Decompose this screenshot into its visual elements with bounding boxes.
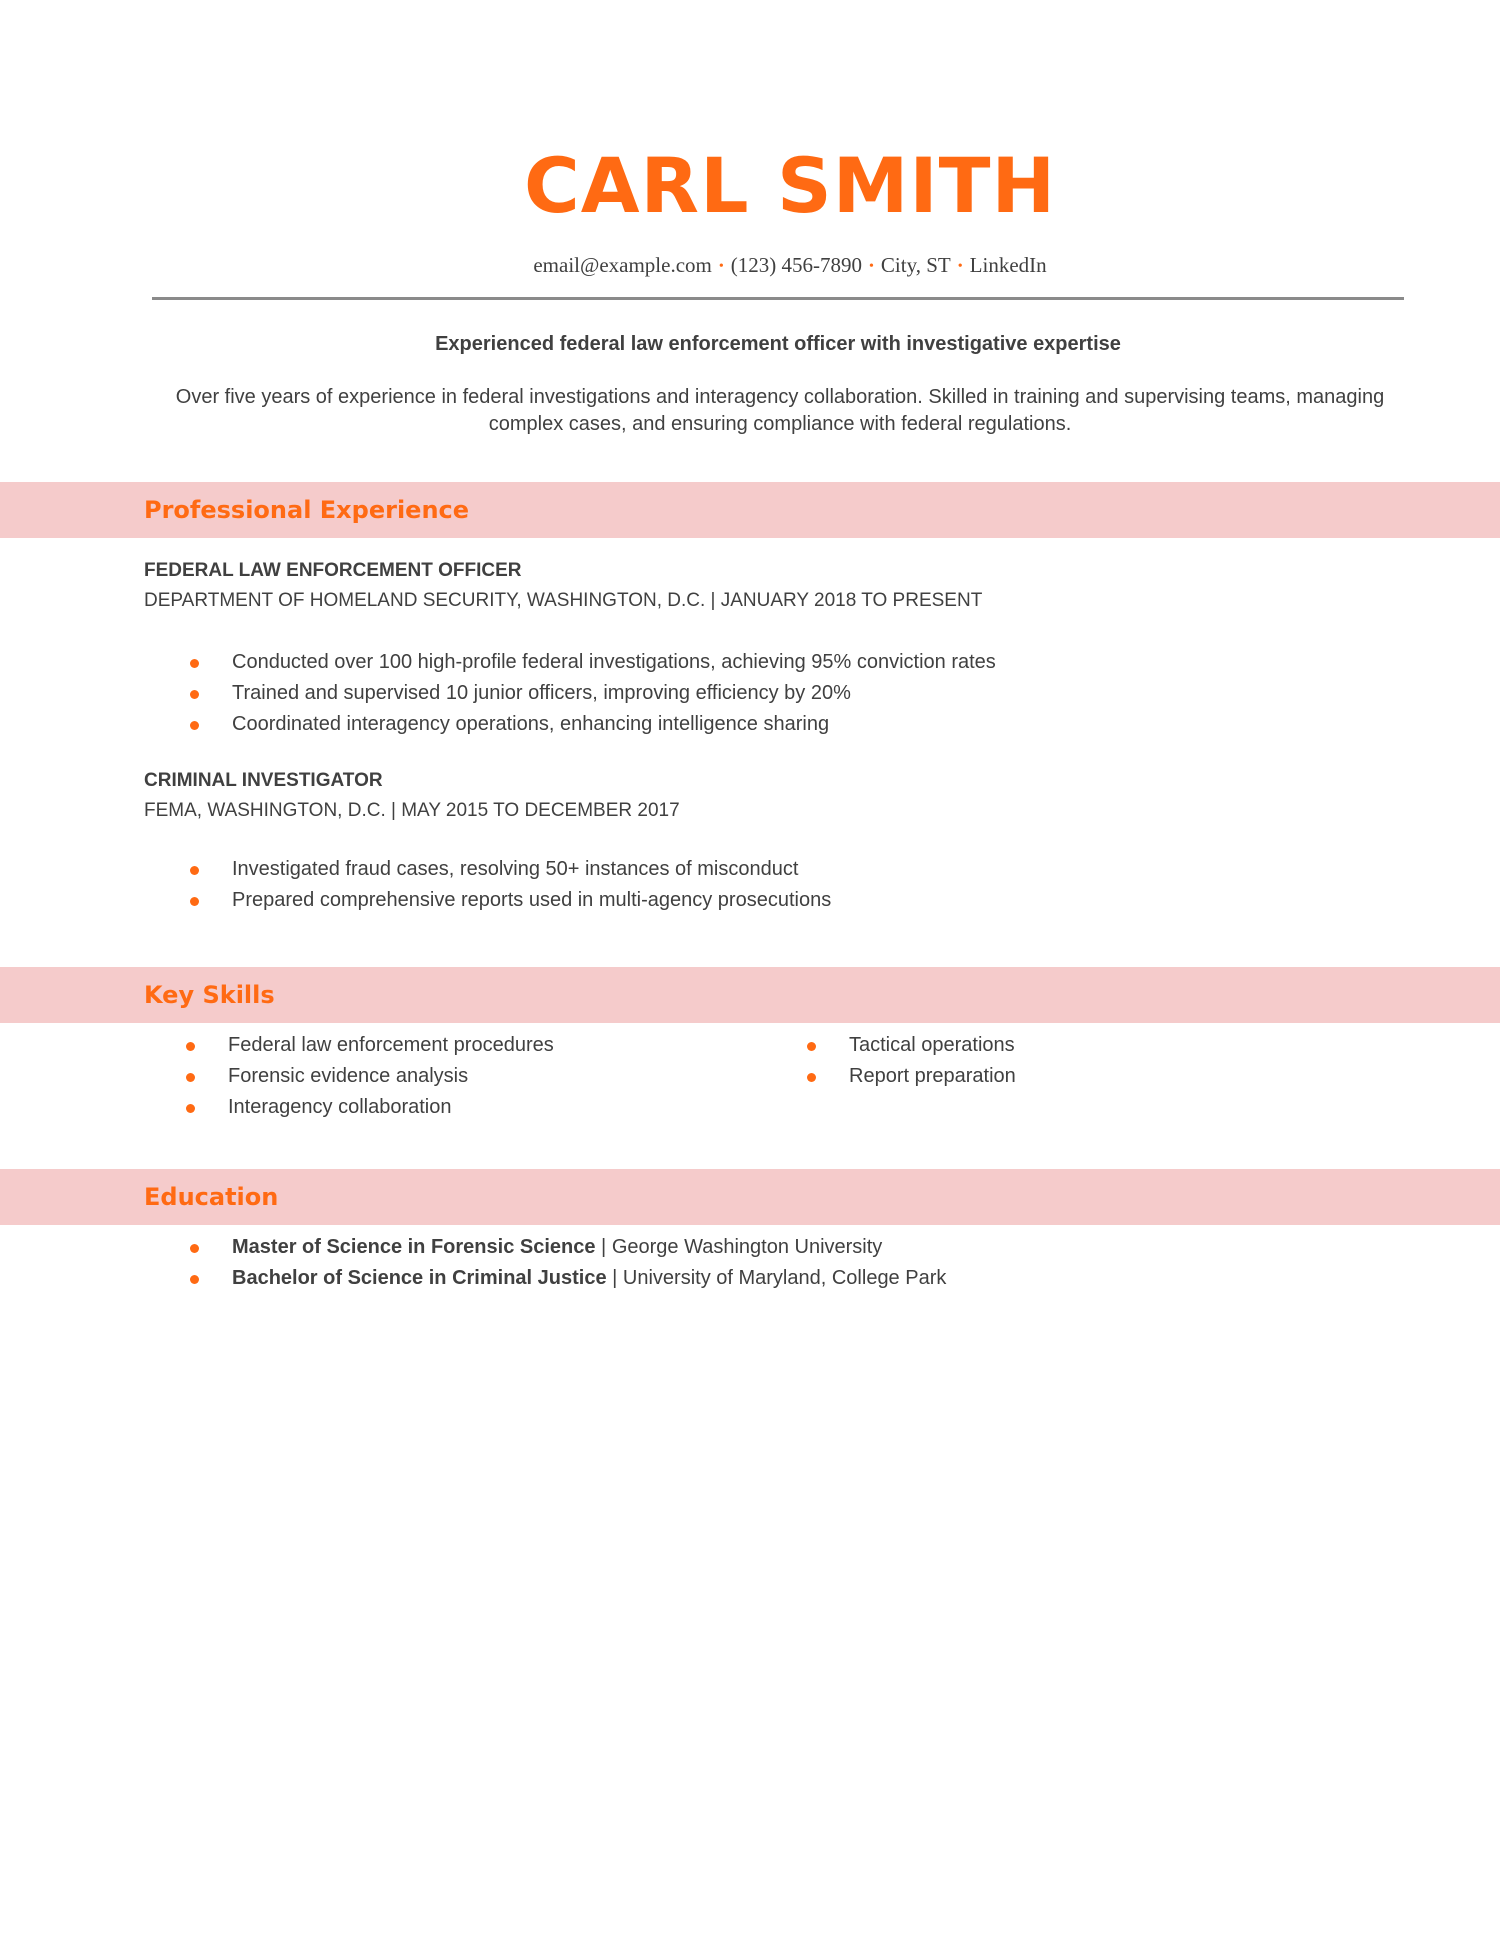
bullet-separator-icon: • (718, 259, 724, 274)
contact-linkedin: LinkedIn (969, 253, 1047, 277)
bullet-dot-icon (190, 659, 199, 668)
skills-section-title: Key Skills (144, 981, 275, 1009)
bullet-text: Trained and supervised 10 junior officers, improving efficiency by 20% (232, 682, 851, 704)
skill-text: Interagency collaboration (228, 1096, 452, 1118)
bullet-dot-icon (186, 1073, 195, 1082)
list-item (232, 1232, 946, 1263)
bullet-dot-icon (186, 1104, 195, 1113)
bullet-dot-icon (190, 1244, 199, 1253)
bullet-dot-icon (186, 1042, 195, 1051)
skills-section-band (0, 967, 1500, 1023)
bullet-separator-icon: • (869, 259, 874, 274)
education-section-band (0, 1169, 1500, 1225)
job-meta: FEMA, WASHINGTON, D.C. | MAY 2015 TO DECEMBER 2017 (144, 800, 680, 821)
bullet-dot-icon (190, 1275, 199, 1284)
header-divider (152, 297, 1404, 300)
degree: Bachelor of Science in Criminal Justice (232, 1267, 607, 1289)
contact-phone: (123) 456-7890 (730, 253, 863, 277)
summary: Over five years of experience in federal investigations and interagency collaboration. Skilled in training and supervising teams, managing complex cases, and ensuring compliance with federal regulations. (175, 386, 1385, 435)
skill-text: Forensic evidence analysis (228, 1065, 469, 1087)
list-item (232, 709, 996, 740)
skills-list-left (228, 1030, 554, 1123)
experience-section-band (0, 482, 1500, 538)
bullet-text: Conducted over 100 high-profile federal investigations, achieving 95% conviction rates (232, 651, 996, 673)
list-item (232, 885, 831, 916)
job-bullets (232, 647, 996, 740)
skill-text: Report preparation (849, 1065, 1016, 1087)
degree: Master of Science in Forensic Science (232, 1236, 596, 1258)
bullet-text: Investigated fraud cases, resolving 50+ instances of misconduct (232, 858, 799, 880)
list-item (228, 1061, 554, 1092)
school: University of Maryland, College Park (622, 1267, 947, 1289)
list-item (232, 678, 996, 709)
skills-list-right (849, 1030, 1016, 1092)
bullet-dot-icon (190, 721, 199, 730)
school: George Washington University (611, 1236, 883, 1258)
list-item (232, 1263, 946, 1294)
bullet-text: Prepared comprehensive reports used in multi-agency prosecutions (232, 889, 832, 911)
bullet-text: Coordinated interagency operations, enhancing intelligence sharing (232, 713, 830, 735)
education-list (232, 1232, 946, 1294)
edu-separator: | (601, 1236, 607, 1258)
list-item (228, 1092, 554, 1123)
contact-line (0, 252, 1500, 282)
job-title: FEDERAL LAW ENFORCEMENT OFFICER (144, 560, 522, 581)
education-section-title: Education (144, 1183, 279, 1211)
experience-section-title: Professional Experience (144, 496, 470, 524)
edu-separator: | (612, 1267, 618, 1289)
bullet-dot-icon (190, 690, 199, 699)
resume-name: CARL SMITH (523, 141, 1057, 230)
list-item (228, 1030, 554, 1061)
skill-text: Federal law enforcement procedures (228, 1034, 554, 1056)
headline: Experienced federal law enforcement officer with investigative expertise (435, 333, 1121, 355)
list-item (849, 1030, 1016, 1061)
contact-email: email@example.com (533, 253, 712, 277)
skill-text: Tactical operations (849, 1034, 1015, 1056)
bullet-separator-icon: • (957, 259, 963, 274)
list-item (232, 854, 831, 885)
bullet-dot-icon (190, 897, 199, 906)
list-item (232, 647, 996, 678)
job-meta: DEPARTMENT OF HOMELAND SECURITY, WASHINGTON, D.C. | JANUARY 2018 TO PRESENT (144, 590, 983, 611)
bullet-dot-icon (190, 866, 199, 875)
bullet-dot-icon (807, 1042, 816, 1051)
contact-location: City, ST (880, 253, 951, 277)
bullet-dot-icon (807, 1073, 816, 1082)
job-bullets (232, 854, 831, 916)
job-title: CRIMINAL INVESTIGATOR (144, 770, 383, 791)
list-item (849, 1061, 1016, 1092)
